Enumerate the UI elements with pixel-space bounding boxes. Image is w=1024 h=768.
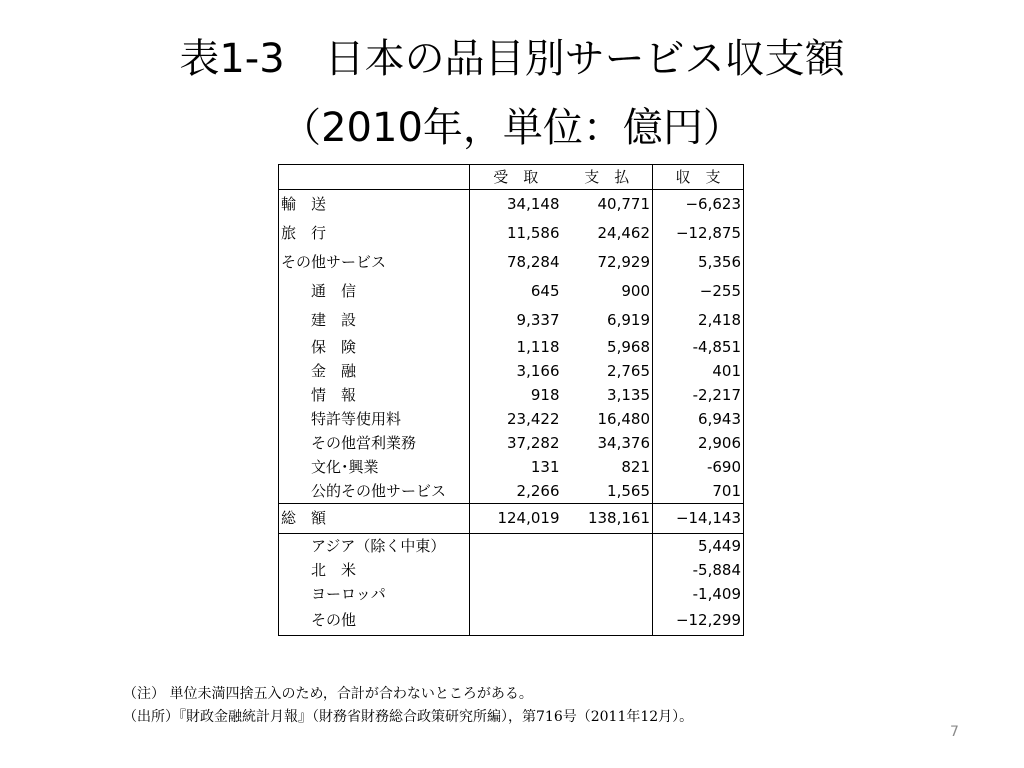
region-row (279, 582, 744, 606)
table-row (279, 306, 744, 335)
region-row (279, 534, 744, 559)
region-row (279, 606, 744, 636)
balance-cell: -690 (653, 455, 744, 479)
table-row (279, 248, 744, 277)
balance-cell: 2,418 (653, 306, 744, 335)
region-row (279, 558, 744, 582)
balance-cell: −12,875 (653, 219, 744, 248)
balance-cell: 701 (653, 479, 744, 504)
table-row (279, 383, 744, 407)
row-label: その他営利業務 (311, 433, 417, 452)
receipts-cell: 3,166 (470, 359, 562, 383)
region-balance: −12,299 (653, 606, 744, 636)
row-label: その他サービス (281, 253, 387, 271)
table-row (279, 431, 744, 455)
receipts-cell: 37,282 (470, 431, 562, 455)
table-row (279, 219, 744, 248)
row-label: 情 報 (311, 385, 357, 404)
empty-cell (470, 558, 562, 582)
total-balance: −14,143 (653, 504, 744, 534)
table-row (279, 479, 744, 504)
total-label: 総 額 (279, 504, 470, 534)
row-label: 保 険 (311, 337, 357, 356)
payments-cell: 3,135 (607, 385, 650, 404)
empty-cell (470, 534, 562, 559)
payments-cell: 72,929 (597, 253, 650, 271)
row-label: 金 融 (311, 361, 357, 380)
region-label: ヨーロッパ (311, 584, 386, 603)
row-label: 特許等使用料 (311, 409, 402, 428)
total-row (279, 504, 744, 534)
row-label: 通 信 (311, 282, 357, 300)
balance-cell: 401 (653, 359, 744, 383)
row-label: 文化･興業 (311, 457, 379, 476)
region-balance: -5,884 (653, 558, 744, 582)
balance-cell: 2,906 (653, 431, 744, 455)
balance-cell: -2,217 (653, 383, 744, 407)
payments-cell: 900 (621, 282, 650, 300)
table-row (279, 190, 744, 220)
payments-cell: 24,462 (597, 224, 650, 242)
total-receipts: 124,019 (470, 504, 562, 534)
empty-cell (562, 534, 653, 559)
payments-cell: 16,480 (597, 409, 650, 428)
payments-cell: 821 (621, 457, 650, 476)
total-payments: 138,161 (562, 504, 653, 534)
region-label: 北 米 (311, 560, 357, 579)
table-row (279, 359, 744, 383)
page-number: 7 (950, 724, 959, 740)
payments-cell: 6,919 (607, 311, 650, 329)
empty-cell (562, 558, 653, 582)
receipts-cell: 9,337 (470, 306, 562, 335)
empty-cell (562, 606, 653, 636)
payments-cell: 1,565 (607, 481, 650, 500)
table-row (279, 335, 744, 359)
header-receipts: 受 取 (470, 165, 562, 190)
balance-cell: 6,943 (653, 407, 744, 431)
note-text: （注） 単位未満四捨五入のため，合計が合わないところがある。 (123, 686, 533, 702)
slide-subtitle: （2010年，単位：億円） (281, 105, 743, 151)
table-row (279, 407, 744, 431)
row-label: 輸 送 (281, 195, 327, 213)
payments-cell: 40,771 (597, 195, 650, 213)
region-label: その他 (311, 611, 357, 629)
receipts-cell: 918 (470, 383, 562, 407)
table-header-row (279, 165, 744, 190)
header-blank (279, 165, 470, 190)
balance-cell: -4,851 (653, 335, 744, 359)
receipts-cell: 645 (470, 277, 562, 306)
receipts-cell: 131 (470, 455, 562, 479)
receipts-cell: 2,266 (470, 479, 562, 504)
payments-cell: 34,376 (597, 433, 650, 452)
payments-cell: 5,968 (607, 337, 650, 356)
region-label: アジア（除く中東） (279, 534, 470, 559)
region-balance: 5,449 (653, 534, 744, 559)
region-balance: -1,409 (653, 582, 744, 606)
table-row (279, 277, 744, 306)
slide-title: 表1-3 日本の品目別サービス収支額 (179, 36, 845, 82)
header-payments: 支 払 (562, 165, 653, 190)
receipts-cell: 11,586 (470, 219, 562, 248)
balance-cell: −255 (653, 277, 744, 306)
row-label: 旅 行 (281, 224, 327, 242)
payments-cell: 2,765 (607, 361, 650, 380)
source-text: （出所）『財政金融統計月報』（財務省財務総合政策研究所編），第716号（2011年12月）。 (123, 709, 694, 725)
receipts-cell: 1,118 (470, 335, 562, 359)
receipts-cell: 34,148 (470, 190, 562, 220)
balance-cell: 5,356 (653, 248, 744, 277)
receipts-cell: 23,422 (470, 407, 562, 431)
empty-cell (470, 582, 562, 606)
header-balance: 収 支 (653, 165, 744, 190)
table-row (279, 455, 744, 479)
row-label: 公的その他サービス (311, 482, 447, 500)
empty-cell (562, 582, 653, 606)
row-label: 建 設 (311, 311, 357, 329)
balance-cell: −6,623 (653, 190, 744, 220)
empty-cell (470, 606, 562, 636)
receipts-cell: 78,284 (470, 248, 562, 277)
service-balance-table (278, 164, 744, 636)
